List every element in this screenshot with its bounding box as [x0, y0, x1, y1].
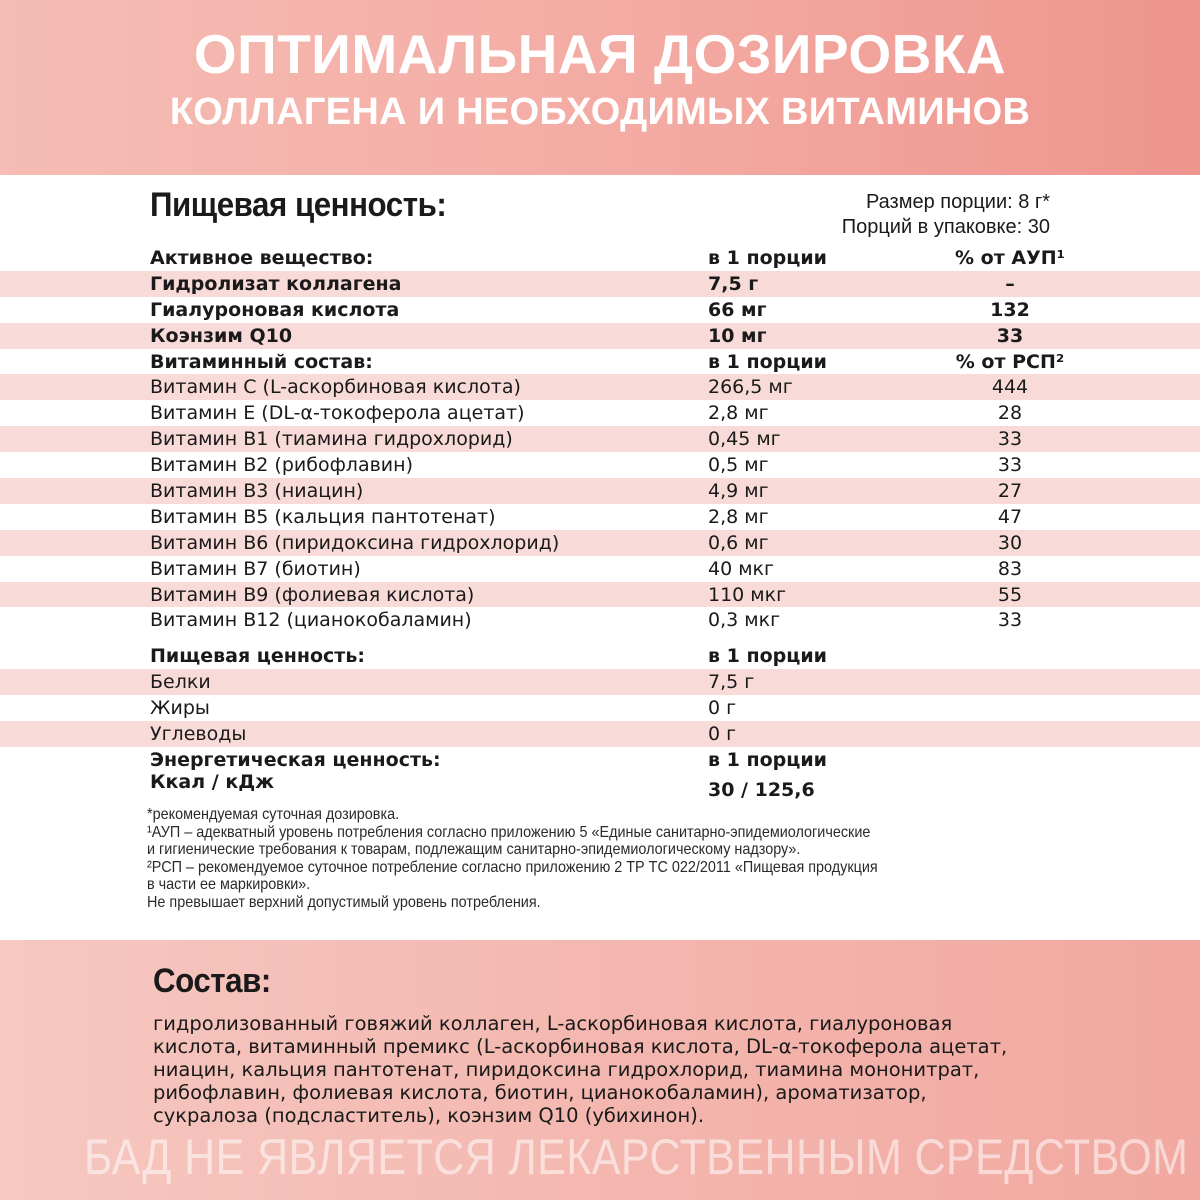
servings-per-pack: Порций в упаковке: 30	[841, 216, 1050, 238]
composition-line: гидролизованный говяжий коллаген, L-аскорбиновая кислота, гиалуроновая	[153, 1012, 953, 1035]
header-banner	[0, 0, 1200, 175]
row-percent: 55	[997, 583, 1023, 606]
row-name: Витамин В2 (рибофлавин)	[150, 454, 413, 477]
row-name: Гиалуроновая кислота	[150, 298, 400, 321]
row-name: Коэнзим Q10	[150, 324, 293, 347]
row-percent: 444	[991, 376, 1029, 399]
nutrition-table	[0, 245, 1200, 807]
table-row	[0, 504, 1200, 530]
row-name: Витамин В3 (ниацин)	[150, 480, 364, 503]
row-amount: 0,45 мг	[708, 428, 781, 451]
row-name: Ккал / кДж	[150, 770, 275, 793]
row-amount: 110 мкг	[708, 583, 787, 606]
row-percent: –	[1005, 272, 1015, 295]
row-percent: 27	[997, 480, 1023, 503]
page-title: ОПТИМАЛЬНАЯ ДОЗИРОВКА	[193, 23, 1007, 85]
table-row	[0, 297, 1200, 323]
nutrition-title: Пищевая ценность:	[150, 186, 447, 224]
row-amount: 66 мг	[708, 298, 767, 321]
row-amount: 266,5 мг	[708, 376, 793, 399]
composition-line: кислота, витаминный премикс (L-аскорбиновая кислота, DL-α-токоферола ацетат,	[153, 1035, 1008, 1058]
row-amount: 0,5 мг	[708, 454, 769, 477]
table-row	[0, 426, 1200, 452]
composition-text	[153, 1012, 1053, 1127]
table-row	[0, 478, 1200, 504]
row-name: Жиры	[150, 697, 210, 720]
row-name: Витамин В12 (цианокобаламин)	[150, 609, 472, 632]
row-percent: 33	[997, 428, 1023, 451]
footnotes	[147, 806, 957, 911]
row-name: Витамин В7 (биотин)	[150, 557, 361, 580]
row-name: Витамин Е (DL-α-токоферола ацетат)	[150, 402, 525, 425]
table-row	[0, 721, 1200, 747]
table-row	[0, 271, 1200, 297]
table-row	[0, 607, 1200, 633]
row-percent: 83	[997, 557, 1023, 580]
table-row	[0, 695, 1200, 721]
table-header-food	[0, 643, 1200, 669]
table-row	[0, 530, 1200, 556]
row-amount: 2,8 мг	[708, 402, 769, 425]
footnote: и гигиенические требования к товарам, подлежащим санитарно-эпидемиологическому надзору».	[147, 841, 801, 858]
table-row	[0, 323, 1200, 349]
table-row	[0, 556, 1200, 582]
row-name: Витамин В5 (кальция пантотенат)	[150, 505, 496, 528]
header-name: Активное вещество:	[150, 247, 374, 269]
row-amount: 0,3 мкг	[708, 609, 781, 632]
header-amount: в 1 порции	[708, 645, 827, 668]
header-name: Пищевая ценность:	[150, 645, 365, 668]
table-header-energy	[0, 747, 1200, 773]
header-amount: в 1 порции	[708, 350, 827, 373]
composition-line: сукралоза (подсластитель), коэнзим Q10 (убихинон).	[153, 1104, 705, 1127]
page-subtitle: КОЛЛАГЕНА И НЕОБХОДИМЫХ ВИТАМИНОВ	[169, 91, 1031, 133]
header-percent: % от РСП²	[955, 350, 1065, 373]
row-name: Белки	[150, 671, 211, 694]
disclaimer: БАД НЕ ЯВЛЯЕТСЯ ЛЕКАРСТВЕННЫМ СРЕДСТВОМ	[84, 1129, 1189, 1185]
row-amount: 7,5 г	[708, 272, 759, 295]
row-percent: 47	[997, 505, 1023, 528]
row-percent: 33	[996, 324, 1024, 347]
row-percent: 33	[997, 609, 1023, 632]
composition-line: ниацин, кальция пантотенат, пиридоксина гидрохлорид, тиамина мононитрат,	[153, 1058, 980, 1081]
footnote: в части ее маркировки».	[147, 876, 311, 893]
row-percent: 30	[997, 531, 1023, 554]
footnote: ¹АУП – адекватный уровень потребления согласно приложению 5 «Единые санитарно-эпидемиологические	[147, 823, 871, 841]
row-amount: 10 мг	[708, 324, 767, 347]
row-amount: 0 г	[708, 723, 737, 746]
row-name: Витамин В1 (тиамина гидрохлорид)	[150, 428, 513, 451]
row-percent: 28	[997, 402, 1023, 425]
row-amount: 2,8 мг	[708, 505, 769, 528]
row-amount: 0,6 мг	[708, 531, 769, 554]
table-header-active	[0, 245, 1200, 271]
composition-title: Состав:	[153, 962, 271, 1000]
row-name: Углеводы	[150, 723, 247, 746]
row-amount: 30 / 125,6	[708, 778, 815, 801]
table-row	[0, 669, 1200, 695]
row-name: Витамин В6 (пиридоксина гидрохлорид)	[150, 531, 560, 554]
table-row	[0, 374, 1200, 400]
row-amount: 40 мкг	[708, 557, 775, 580]
table-row	[0, 400, 1200, 426]
row-percent: 33	[997, 454, 1023, 477]
header-amount: в 1 порции	[708, 247, 827, 269]
table-row	[0, 452, 1200, 478]
row-amount: 7,5 г	[708, 671, 755, 694]
row-percent: 132	[990, 298, 1030, 321]
row-name: Витамин В9 (фолиевая кислота)	[150, 583, 475, 606]
table-row-energy	[0, 770, 1200, 807]
row-name: Витамин С (L-аскорбиновая кислота)	[150, 376, 521, 399]
header-name: Энергетическая ценность:	[150, 748, 441, 771]
row-amount: 4,9 мг	[708, 480, 769, 503]
row-amount: 0 г	[708, 697, 737, 720]
serving-size: Размер порции: 8 г*	[865, 191, 1050, 213]
footnote: *рекомендуемая суточная дозировка.	[147, 806, 400, 823]
serving-info	[842, 190, 1050, 240]
row-name: Гидролизат коллагена	[150, 272, 402, 295]
header-percent: % от АУП¹	[955, 247, 1065, 269]
table-header-vitamins	[0, 349, 1200, 375]
header-amount: в 1 порции	[708, 748, 827, 771]
footnote: ²РСП – рекомендуемое суточное потребление согласно приложению 2 ТР ТС 022/2011 «Пищевая продукция	[147, 858, 878, 876]
table-row	[0, 582, 1200, 608]
composition-line: рибофлавин, фолиевая кислота, биотин, цианокобаламин), ароматизатор,	[153, 1081, 927, 1104]
header-name: Витаминный состав:	[150, 350, 373, 373]
footnote: Не превышает верхний допустимый уровень потребления.	[147, 893, 541, 911]
